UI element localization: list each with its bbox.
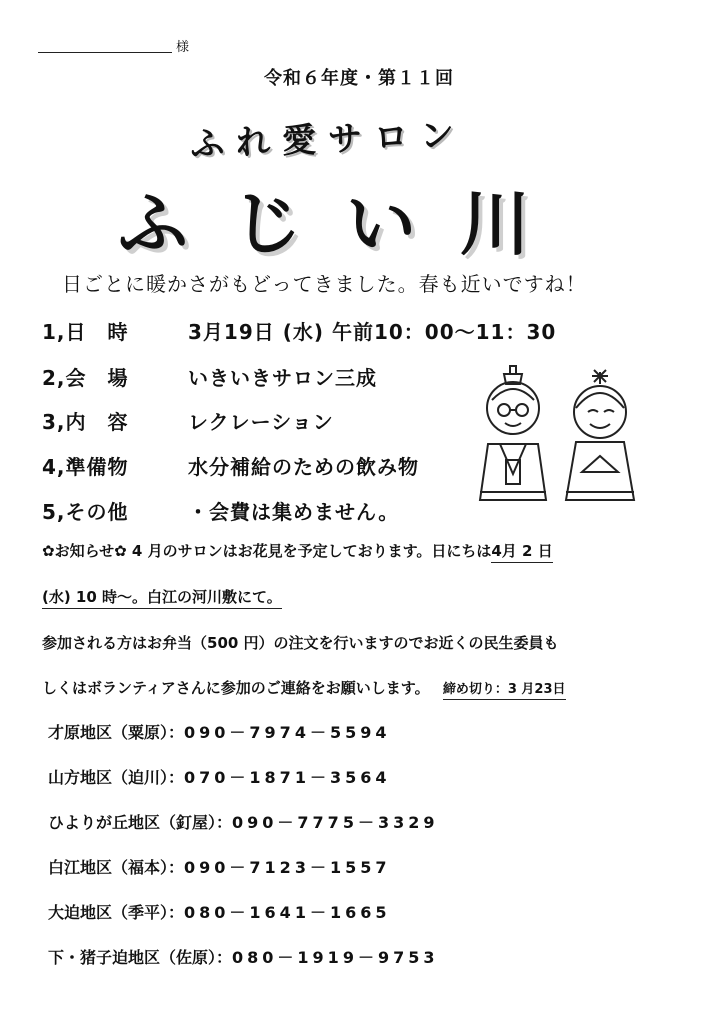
contact-row [48,900,390,923]
contact-row [48,720,390,743]
item-value: 水分補給のための飲み物 [188,455,419,479]
item-label: 2,会 場 [42,366,129,390]
item-other [42,496,399,525]
item-label: 5,その他 [42,500,129,524]
intro-text: 日ごとに暖かさがもどってきました。春も近いですね！ [62,272,587,296]
notice-line-1 [42,540,553,561]
notice-line-2 [42,586,282,607]
contact-area: 白江地区（福本）： [48,858,185,877]
contact-row [48,765,390,788]
contact-area: 才原地区（粟原）： [48,723,185,742]
edition-heading: 令和６年度・第１１回 [264,68,454,89]
deadline: 締め切り：3 月23日 [443,682,566,700]
addressee-underline [38,52,172,53]
item-value: 3月19日 (水) 午前10：00～11：30 [188,320,557,344]
notice-text: ✿お知らせ✿ 4 月のサロンはお花見を予定しております。日にちは [42,542,492,560]
item-label: 1,日 時 [42,320,129,344]
contact-row [48,945,438,968]
item-value: レクレーション [188,410,334,434]
item-value: いきいきサロン三成 [188,366,377,390]
notice-text: しくはボランティアさんに参加のご連絡をお願いします。 [42,679,430,697]
notice-line-3: 参加される方はお弁当（500 円）の注文を行いますのでお近くの民生委員も [42,634,559,652]
item-label: 4,準備物 [42,455,129,479]
item-bring [42,451,419,480]
contact-area: ひよりが丘地区（釘屋）： [48,813,233,832]
hina-dolls-illustration [470,360,648,508]
item-content [42,406,334,435]
notice-line-4 [42,677,566,698]
contact-phone: 080－1919－9753 [232,948,439,967]
notice-date: 4月 2 日 [491,542,552,563]
contact-phone: 090－7123－1557 [184,858,391,877]
addressee-suffix: 様 [176,40,190,55]
salon-title: ふじい川 [118,183,574,265]
contact-phone: 090－7775－3329 [232,813,439,832]
item-venue [42,362,377,391]
contact-phone: 070－1871－3564 [184,768,391,787]
contact-area: 大迫地区（季平）： [48,903,185,922]
contact-row [48,810,438,833]
salon-subtitle: ふれ愛サロン [189,115,467,165]
item-value: ・会費は集めません。 [188,500,400,524]
notice-time-place: (水) 10 時～。白江の河川敷にて。 [42,588,282,609]
item-date [42,316,556,345]
contact-phone: 080－1641－1665 [184,903,391,922]
contact-row [48,855,390,878]
contact-area: 山方地区（迫川）： [48,768,185,787]
contact-area: 下・猪子迫地区（佐原）： [48,948,233,967]
item-label: 3,内 容 [42,410,129,434]
addressee-blank [38,32,188,56]
contact-phone: 090－7974－5594 [184,723,391,742]
